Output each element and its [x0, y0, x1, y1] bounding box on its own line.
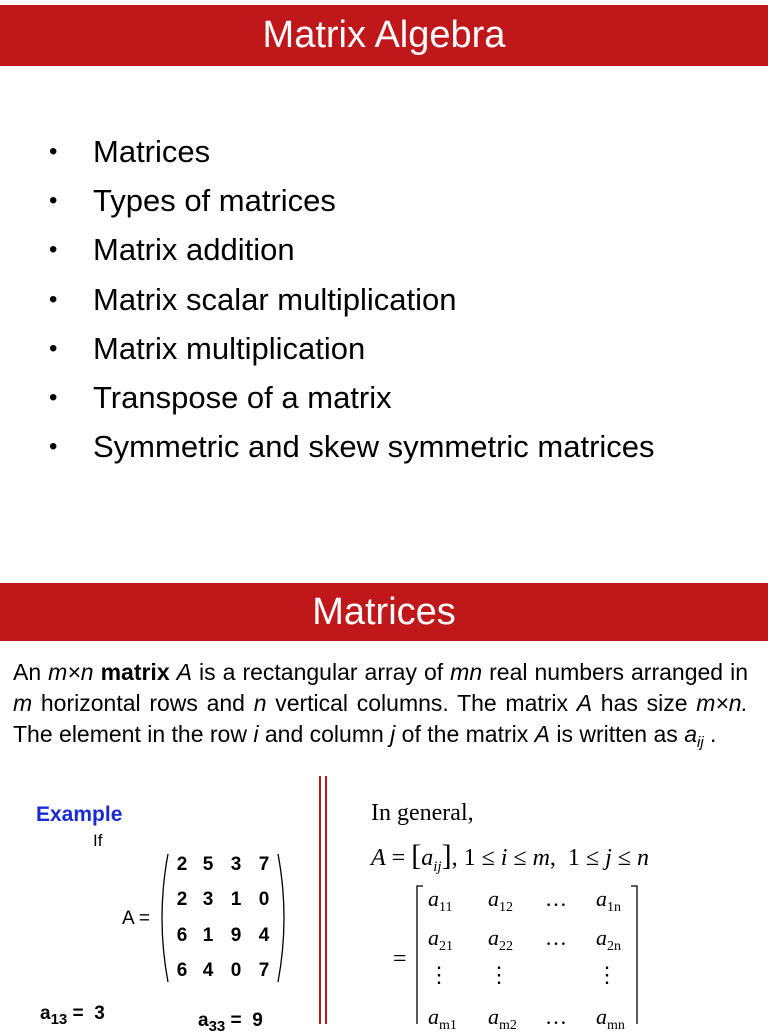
column-divider: [325, 776, 327, 1024]
list-item: [0, 176, 655, 225]
list-item: [0, 373, 655, 422]
matrix-cell: 7: [258, 960, 270, 981]
example-element-a33: $a_{33} = 9$: [198, 1010, 263, 1035]
general-formula: $A = [a_{ij}]$, 1 ≤ i ≤ m, 1 ≤ j ≤ n: [371, 839, 649, 875]
matrix-cell: $a_{11}$: [428, 886, 453, 915]
matrix-cell: 4: [202, 960, 214, 981]
matrix-cell: $a_{21}$: [428, 925, 453, 954]
list-item-text: Matrix scalar multiplication: [93, 281, 457, 317]
list-item-text: Transpose of a matrix: [93, 379, 392, 415]
list-item-text: Types of matrices: [93, 183, 336, 219]
bullet-glyph: •: [49, 236, 58, 264]
matrix-cell: $a_{2n}$: [596, 925, 621, 954]
example-if-label: If: [93, 831, 103, 850]
matrix-cell: 0: [230, 960, 242, 981]
list-item-text: Matrix multiplication: [93, 330, 366, 366]
general-equals: =: [393, 946, 407, 972]
matrix-cell: 5: [202, 854, 214, 875]
matrix-cell: …: [545, 925, 567, 950]
example-matrix-label: A =: [122, 908, 150, 929]
matrix-cell: $a_{12}$: [488, 886, 513, 915]
matrix-cell: 1: [230, 889, 242, 910]
list-item-text: Matrices: [93, 134, 211, 169]
list-item: [0, 127, 655, 176]
list-item: [0, 324, 655, 373]
slide-title: Matrix Algebra: [262, 14, 506, 56]
list-item: [0, 275, 655, 324]
matrix-cell: 3: [202, 889, 214, 910]
list-item: [0, 225, 655, 274]
section-title: Matrices: [312, 591, 456, 633]
matrix-cell: $a_{1n}$: [596, 886, 621, 915]
matrix-cell: …: [545, 1004, 567, 1029]
definition-paragraph: An m×n matrix A is a rectangular array of mn real numbers arranged in m horizontal rows and n vertical columns. The matrix A has size m×n. The element in the row i and column j of the matrix A is written as $a_{ij}$ .: [13, 659, 749, 751]
matrix-cell: $a_{22}$: [488, 925, 513, 954]
matrix-cell: ⋮: [488, 962, 510, 987]
list-item-text: Matrix addition: [93, 232, 295, 268]
matrix-cell: 6: [176, 960, 188, 981]
matrix-cell: 3: [230, 854, 242, 875]
list-item: [0, 422, 655, 471]
example-element-a13: $a_{13} = 3$: [40, 1003, 105, 1028]
topic-list: [0, 127, 655, 471]
matrix-cell: …: [545, 886, 567, 911]
matrix-cell: 1: [202, 925, 214, 946]
general-matrix: [393, 880, 643, 1033]
slide-title-banner: [0, 5, 768, 66]
bullet-glyph: •: [49, 138, 58, 165]
matrix-cell: 0: [258, 889, 270, 910]
matrix-cell: 2: [176, 854, 188, 875]
matrix-cell: 7: [258, 854, 270, 875]
general-heading: In general,: [371, 800, 474, 826]
matrix-cell: $a_{m2}$: [488, 1004, 517, 1033]
example-matrix: [158, 850, 288, 986]
matrix-cell: ⋮: [596, 962, 618, 987]
section-title-banner: [0, 583, 768, 641]
example-heading: Example: [36, 803, 123, 826]
matrix-cell: $a_{mn}$: [596, 1004, 625, 1033]
bullet-glyph: •: [49, 187, 58, 215]
bullet-glyph: •: [49, 383, 58, 411]
column-divider: [319, 776, 321, 1024]
bullet-glyph: •: [49, 334, 58, 362]
matrix-cell: 2: [176, 889, 188, 910]
bullet-glyph: •: [49, 433, 58, 461]
matrix-cell: ⋮: [428, 962, 450, 987]
matrix-cell: 4: [258, 925, 270, 946]
list-item-text: Symmetric and skew symmetric matrices: [93, 429, 655, 465]
matrix-cell: 6: [176, 925, 188, 946]
bullet-glyph: •: [49, 285, 58, 313]
matrix-cell: $a_{m1}$: [428, 1004, 457, 1033]
matrix-cell: 9: [230, 925, 242, 946]
